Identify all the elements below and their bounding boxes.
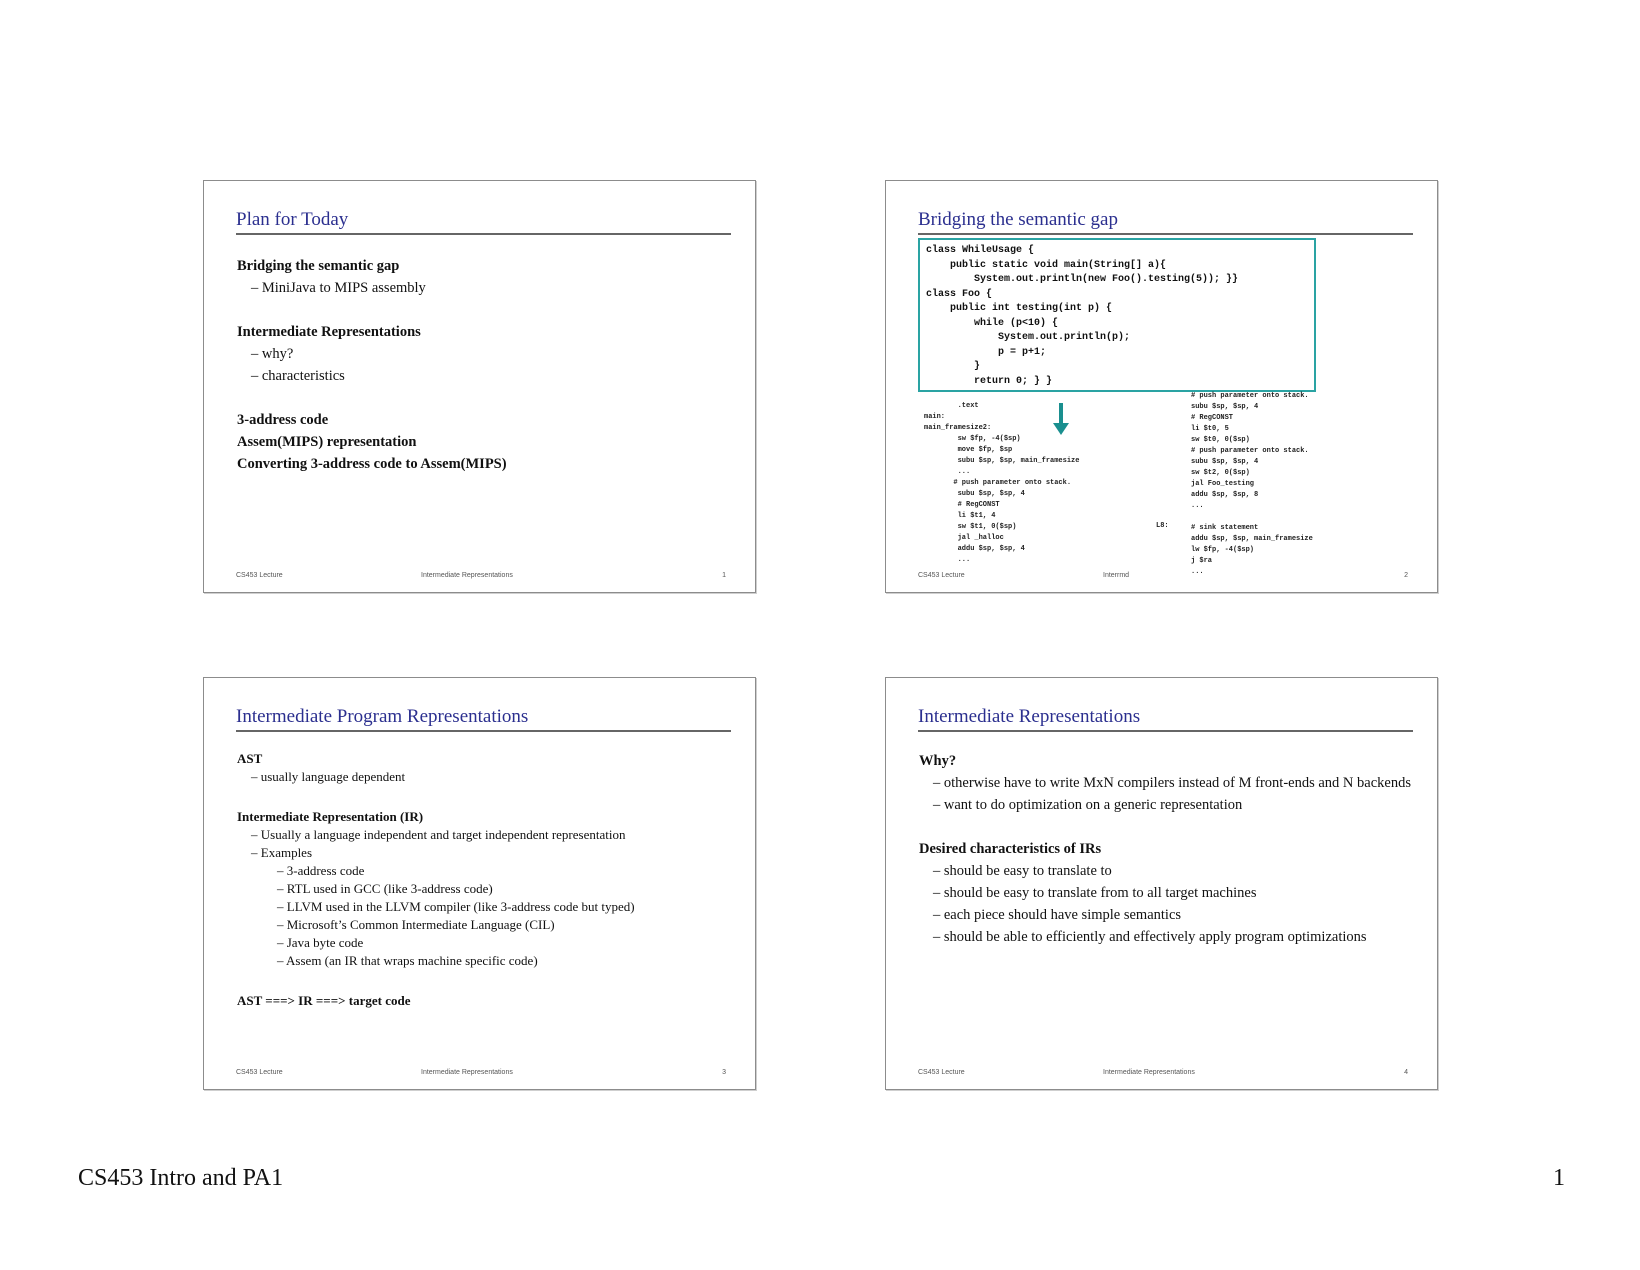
- bullet-line: – should be easy to translate from to all target machines: [933, 882, 1419, 904]
- slide-title: Plan for Today: [236, 209, 731, 235]
- spacer: [237, 387, 737, 409]
- page-footer-title: CS453 Intro and PA1: [78, 1165, 284, 1191]
- heading-line: Desired characteristics of IRs: [919, 841, 1102, 857]
- heading-line: Converting 3-address code to Assem(MIPS): [237, 456, 507, 472]
- mips-code-left: .text main: main_framesize2: sw $fp, -4($sp) move $fp, $sp subu $sp, $sp, main_framesize ... # push parameter onto stack. subu $sp, $sp, 4 # RegCONST li $t1, 4 sw $t1, 0($sp) jal _halloc addu $sp, $sp, 4 ...: [924, 402, 1080, 564]
- slide-body: [237, 750, 737, 1010]
- bullet-line: – otherwise have to write MxN compilers instead of M front-ends and N backends: [933, 772, 1419, 794]
- heading-line: Why?: [919, 753, 957, 769]
- bullet-line: – RTL used in GCC (like 3-address code): [237, 880, 737, 898]
- spacer: [237, 786, 737, 808]
- page-number: 1: [1553, 1165, 1565, 1191]
- heading-line: Intermediate Representation (IR): [237, 809, 424, 824]
- bullet-line: – MiniJava to MIPS assembly: [237, 277, 737, 299]
- slide-footer: [236, 1069, 726, 1079]
- footer-slide-number: 3: [722, 1069, 726, 1076]
- footer-course: CS453 Lecture: [918, 1069, 965, 1076]
- slide-footer: [918, 1069, 1408, 1079]
- bullet-line: – 3-address code: [237, 862, 737, 880]
- bullet-line: – Microsoft’s Common Intermediate Language (CIL): [237, 916, 737, 934]
- footer-topic: Intermediate Representations: [421, 1069, 513, 1076]
- bullet-line: – characteristics: [237, 365, 737, 387]
- footer-topic: Intermediate Representations: [1103, 1069, 1195, 1076]
- footer-slide-number: 2: [1404, 572, 1408, 579]
- bullet-line: – Java byte code: [237, 934, 737, 952]
- footer-topic: Intermediate Representations: [421, 572, 513, 579]
- spacer: [919, 816, 1419, 838]
- bullet-line: – Assem (an IR that wraps machine specific code): [237, 952, 737, 970]
- heading-line: Intermediate Representations: [237, 324, 421, 340]
- bullet-line: – should be able to efficiently and effectively apply program optimizations: [933, 926, 1419, 948]
- footer-course: CS453 Lecture: [918, 572, 965, 579]
- bullet-line: – Examples: [237, 844, 737, 862]
- mips-code-right: # push parameter onto stack. subu $sp, $sp, 4 # RegCONST li $t0, 5 sw $t0, 0($sp) # push parameter onto stack. subu $sp, $sp, 4 sw $t2, 0($sp) jal Foo_testing addu $sp, $sp, 8 ... # sink statement addu $sp, $sp, main_framesize lw $fp, -4($sp) j $ra ...: [1191, 392, 1313, 576]
- slide-body: [237, 255, 737, 475]
- bullet-line: – should be easy to translate to: [933, 860, 1419, 882]
- bullet-line: – want to do optimization on a generic representation: [933, 794, 1419, 816]
- slide-footer: [918, 572, 1408, 582]
- heading-line: AST ===> IR ===> target code: [237, 993, 411, 1008]
- footer-topic: Interrmd: [1103, 572, 1130, 579]
- slide-3: [203, 677, 756, 1090]
- slide-title: Bridging the semantic gap: [918, 209, 1413, 235]
- spacer: [237, 970, 737, 992]
- heading-line: 3-address code: [237, 412, 329, 428]
- bullet-line: – usually language dependent: [237, 768, 737, 786]
- footer-slide-number: 1: [722, 572, 726, 579]
- java-code-box: class WhileUsage { public static void main(String[] a){ System.out.println(new Foo().testing(5)); }} class Foo { public int testing(int p) { while (p<10) { System.out.println(p); p = p+1; } return 0; } }: [918, 238, 1316, 392]
- heading-line: AST: [237, 751, 263, 766]
- slide-body: [919, 750, 1419, 948]
- slide-4: [885, 677, 1438, 1090]
- bullet-line: – why?: [237, 343, 737, 365]
- slide-footer: [236, 572, 726, 582]
- bullet-line: – each piece should have simple semantics: [933, 904, 1419, 926]
- slide-1: [203, 180, 756, 593]
- spacer: [237, 299, 737, 321]
- slide-title: Intermediate Representations: [918, 706, 1413, 732]
- bullet-line: – LLVM used in the LLVM compiler (like 3-address code but typed): [237, 898, 737, 916]
- footer-course: CS453 Lecture: [236, 1069, 283, 1076]
- heading-line: Bridging the semantic gap: [237, 258, 400, 274]
- slide-title: Intermediate Program Representations: [236, 706, 731, 732]
- heading-line: Assem(MIPS) representation: [237, 434, 417, 450]
- slide-2: [885, 180, 1438, 593]
- mips-label: L8:: [1156, 522, 1169, 530]
- footer-slide-number: 4: [1404, 1069, 1408, 1076]
- bullet-line: – Usually a language independent and target independent representation: [237, 826, 737, 844]
- footer-course: CS453 Lecture: [236, 572, 283, 579]
